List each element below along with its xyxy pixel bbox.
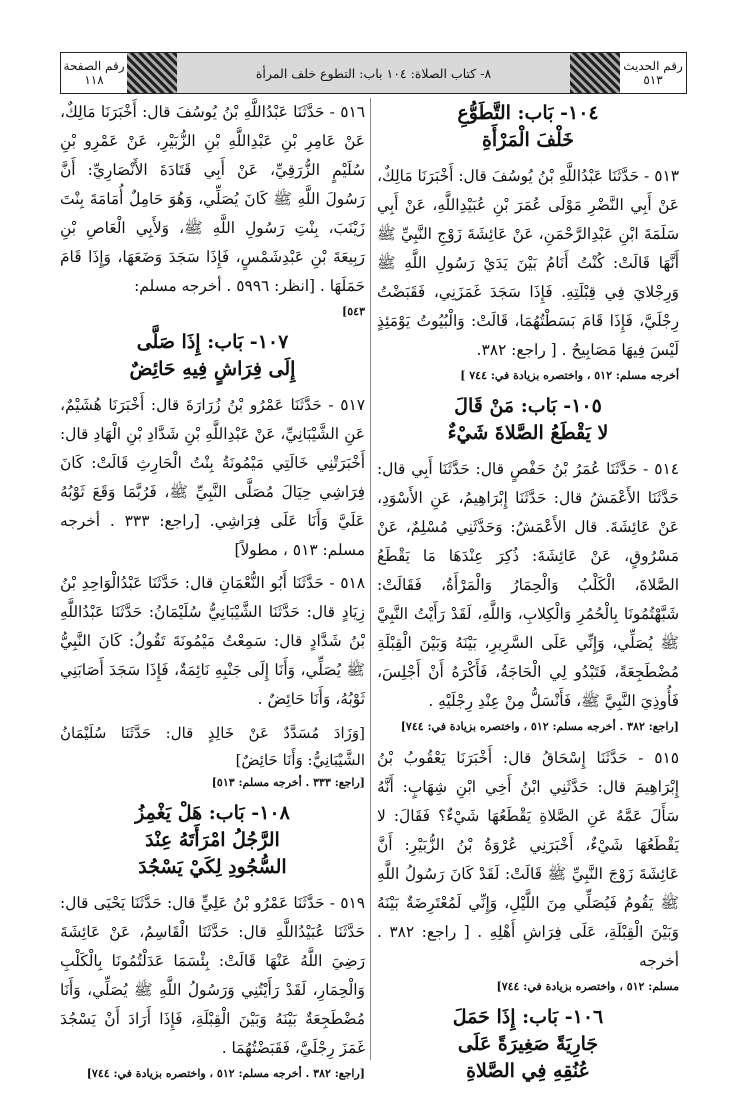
chapter-title-line: خَلْفَ الْمَرْأَةِ — [481, 129, 575, 151]
chapter-title-line: عُنُقِهِ فِي الصَّلاةِ — [466, 1060, 590, 1082]
chapter-title-line: ١٠٧- بَاب: إِذَا صَلَّى — [136, 331, 289, 353]
hadith-519: ٥١٩ - حَدَّثَنَا عَمْرُو بْنُ عَلِيٍّ قال: حَدَّثَنَا يَحْيَى قال: حَدَّثَنَا عُبَيْدُاللَّهِ قال: حَدَّثَنَا الْقَاسِمُ، عَنْ عَائِشَةَ رَضِيَ اللَّهُ عَنْهَا قَالَتْ: بِئْسَمَا عَدَلْتُمُونَا بِالْكَلْبِ وَالْحِمَارِ، لَقَدْ رَأَيْتُنِي وَرَسُولُ اللَّهِ ﷺ يُصَلِّي، وَأَنَا مُضْطَجِعَةٌ بَيْنَهُ وَبَيْنَ الْقِبْلَةِ، فَإِذَا أَرَادَ أَنْ يَسْجُدَ غَمَزَ رِجْلَيَّ، فَقَبَضْتُهُمَا . — [60, 894, 365, 1057]
hadith-514: ٥١٤ - حَدَّثَنَا عُمَرُ بْنُ حَفْصٍ قال: حَدَّثَنَا أَبِي قال: حَدَّثَنَا الأَعْمَشُ قال: حَدَّثَنَا إِبْرَاهِيمُ، عَنِ الأَسْوَدِ، عَنْ عَائِشَةَ. قال الأَعْمَشُ: وَحَدَّثَنِي مُسْلِمٌ، عَنْ مَسْرُوقٍ، عَنْ عَائِشَةَ: ذُكِرَ عِنْدَهَا مَا يَقْطَعُ الصَّلاةَ، الْكَلْبُ وَالْحِمَارُ وَالْمَرْأَةُ، فَقَالَتْ: شَبَّهْتُمُونَا بِالْحُمُرِ وَالْكِلابِ، وَاللَّهِ، لَقَدْ رَأَيْتُ النَّبِيَّ ﷺ يُصَلِّي، وَإِنِّي عَلَى السَّرِيرِ، بَيْنَهُ وَبَيْنَ الْقِبْلَةِ مُضْطَجِعَةً، فَتَبْدُو لِي الْحَاجَةُ، فَأَكْرَهُ أَنْ أَجْلِسَ، فَأُوذِيَ النَّبِيَّ ﷺ، فَأَنْسَلُّ مِنْ عِنْدِ رِجْلَيْهِ . — [377, 460, 679, 710]
page-number-box — [61, 53, 127, 93]
hadith-516: ٥١٦ - حَدَّثَنَا عَبْدُاللَّهِ بْنُ يُوسُفَ قال: أَخْبَرَنَا مَالِكٌ، عَنْ عَامِرِ بْنِ عَبْدِاللَّهِ بْنِ الزُّبَيْرِ، عَنْ عَمْرِو بْنِ سُلَيْمٍ الزُّرَقِيِّ، عَنْ أَبِي قَتَادَةَ الأَنْصَارِيِّ: أَنَّ رَسُولَ اللَّهِ ﷺ كَانَ يُصَلِّي، وَهُوَ حَامِلٌ أُمَامَةَ بِنْتَ زَيْنَبَ، بِنْتِ رَسُولِ اللَّهِ ﷺ، وَلأَبِي الْعَاصِ بْنِ رَبِيعَةَ بْنِ عَبْدِشَمْسٍ، فَإِذَا سَجَدَ وَضَعَهَا، وَإِذَا قَامَ حَمَلَهَا . [انظر: ٥٩٩٦ . أخرجه مسلم: — [60, 103, 365, 295]
ornament-pattern-icon — [570, 53, 620, 93]
chapter-title-line: ١٠٤- بَاب: التَّطَوُّعِ — [457, 102, 599, 124]
chapter-title-line: لا يَقْطَعُ الصَّلاةَ شَيْءٌ — [447, 422, 609, 444]
hadith-515-reference: مسلم: ٥١٢ ، واختصره بزيادة في: ٧٤٤] — [496, 980, 679, 993]
hadith-number-label: رقم الحديث — [623, 59, 683, 73]
chapter-title-line: ١٠٦- بَاب: إِذَا حَمَلَ — [452, 1006, 604, 1028]
hadith-number: ٥١٣ — [643, 73, 663, 87]
chapter-title-line: إِلَى فِرَاشٍ فِيهِ حَائِضٌ — [129, 358, 296, 380]
chapter-title-line: جَارِيَةً صَغِيرَةً عَلَى — [457, 1033, 599, 1055]
hadith-513-reference: أخرجه مسلم: ٥١٢ ، واختصره بزيادة في: ٧٤٤ ] — [460, 369, 679, 382]
chapter-104-heading — [377, 100, 679, 154]
column-divider — [370, 98, 371, 1060]
chapter-106-heading — [377, 1004, 679, 1085]
hadith-516-reference: ٥٤٣] — [342, 305, 365, 318]
chapter-105-heading — [377, 393, 679, 447]
hadith-518: ٥١٨ - حَدَّثَنَا أَبُو النُّعْمَانِ قال: حَدَّثَنَا عَبْدُالْوَاحِدِ بْنُ زِيَادٍ قال: حَدَّثَنَا الشَّيْبَانِيُّ سُلَيْمَانُ: حَدَّثَنَا عَبْدُاللَّهِ بْنُ شَدَّادٍ قال: سَمِعْتُ مَيْمُونَةَ تَقُولُ: كَانَ النَّبِيُّ ﷺ يُصَلِّي، وَأَنَا إِلَى جَنْبِهِ نَائِمَةٌ، فَإِذَا سَجَدَ أَصَابَنِي ثَوْبُهُ، وَأَنَا حَائِضٌ . — [60, 574, 365, 708]
page-header — [60, 52, 687, 94]
hadith-515: ٥١٥ - حَدَّثَنَا إِسْحَاقُ قال: أَخْبَرَنَا يَعْقُوبُ بْنُ إِبْرَاهِيمَ قال: حَدَّثَنِي ابْنُ أَخِي ابْنِ شِهَابٍ: أَنَّهُ سَأَلَ عَمَّهُ عَنِ الصَّلاةِ يَقْطَعُهَا شَيْءٌ؟ فَقَالَ: لا يَقْطَعُهَا شَيْءٌ، أَخْبَرَنِي عُرْوَةُ بْنُ الزُّبَيْرِ: أَنَّ عَائِشَةَ زَوْجَ النَّبِيِّ ﷺ قَالَتْ: لَقَدْ كَانَ رَسُولُ اللَّهِ ﷺ يَقُومُ فَيُصَلِّي مِنَ اللَّيْلِ، وَإِنِّي لَمُعْتَرِضَةٌ بَيْنَهُ وَبَيْنَ الْقِبْلَةِ، عَلَى فِرَاشِ أَهْلِهِ . [ راجع: ٣٨٢ . أخرجه — [377, 749, 679, 970]
hadith-518-reference: [راجع: ٣٣٣ . أخرجه مسلم: ٥١٣] — [211, 776, 365, 789]
chapter-title-line: ١٠٥- بَاب: مَنْ قَالَ — [454, 395, 602, 417]
chapter-108-heading — [60, 800, 365, 881]
chapter-title-line: ١٠٨- بَاب: هَلْ يَغْمِزُ — [135, 802, 290, 824]
hadith-514-reference: [راجع: ٣٨٢ . أخرجه مسلم: ٥١٢ ، واختصره بزيادة في: ٧٤٤] — [400, 720, 679, 733]
hadith-517: ٥١٧ - حَدَّثَنَا عَمْرُو بْنُ زُرَارَةَ قال: أَخْبَرَنَا هُشَيْمٌ، عَنِ الشَّيْبَانِيِّ، عَنْ عَبْدِاللَّهِ بْنِ شَدَّادِ بْنِ الْهَادِ قال: أَخْبَرَتْنِي خَالَتِي مَيْمُونَةُ بِنْتُ الْحَارِثِ قَالَتْ: كَانَ فِرَاشِي حِيَالَ مُصَلَّى النَّبِيِّ ﷺ، فَرُبَّمَا وَقَعَ ثَوْبُهُ عَلَيَّ وَأَنَا عَلَى فِرَاشِي. [راجع: ٣٣٣ . أخرجه مسلم: ٥١٣ ، مطولاً] — [60, 396, 365, 559]
hadith-519-reference: [راجع: ٣٨٢ . أخرجه مسلم: ٥١٢ ، واختصره بزيادة في: ٧٤٤] — [86, 1067, 365, 1080]
chapter-107-heading — [60, 329, 365, 383]
right-column — [377, 98, 679, 1093]
page-number-label: رقم الصفحة — [63, 59, 125, 73]
hadith-518-note: [وَزَادَ مُسَدَّدٌ عَنْ خَالِدٍ قال: حَدَّثَنَا سُلَيْمَانُ الشَّيْبَانِيُّ: وَأَنَا حَائِضٌ] — [60, 724, 365, 769]
ornament-pattern-icon — [127, 53, 177, 93]
hadith-513: ٥١٣ - حَدَّثَنَا عَبْدُاللَّهِ بْنُ يُوسُفَ قال: أَخْبَرَنَا مَالِكٌ، عَنْ أَبِي النَّضْرِ مَوْلَى عُمَرَ بْنِ عُبَيْدِاللَّهِ، عَنْ أَبِي سَلَمَةَ ابْنِ عَبْدِالرَّحْمَنِ، عَنْ عَائِشَةَ زَوْجِ النَّبِيِّ ﷺ أَنَّهَا قَالَتْ: كُنْتُ أَنَامُ بَيْنَ يَدَيْ رَسُولِ اللَّهِ ﷺ وَرِجْلايَ فِي قِبْلَتِهِ. فَإِذَا سَجَدَ غَمَزَنِي، فَقَبَضْتُ رِجْلَيَّ، فَإِذَا قَامَ بَسَطْتُهُمَا، قَالَتْ: وَالْبُيُوتُ يَوْمَئِذٍ لَيْسَ فِيهَا مَصَابِيحُ . [ راجع: ٣٨٢. — [377, 167, 679, 359]
running-title: ٨- كتاب الصلاة: ١٠٤ باب: التطوع خلف المرأة — [177, 53, 570, 93]
page-number: ١١٨ — [84, 73, 104, 87]
hadith-number-box — [620, 53, 686, 93]
chapter-title-line: الرَّجُلُ امْرَأَتَهُ عِنْدَ — [145, 829, 280, 851]
chapter-title-line: السُّجُودِ لِكَيْ يَسْجُدَ — [138, 856, 287, 878]
left-column — [60, 98, 365, 1091]
